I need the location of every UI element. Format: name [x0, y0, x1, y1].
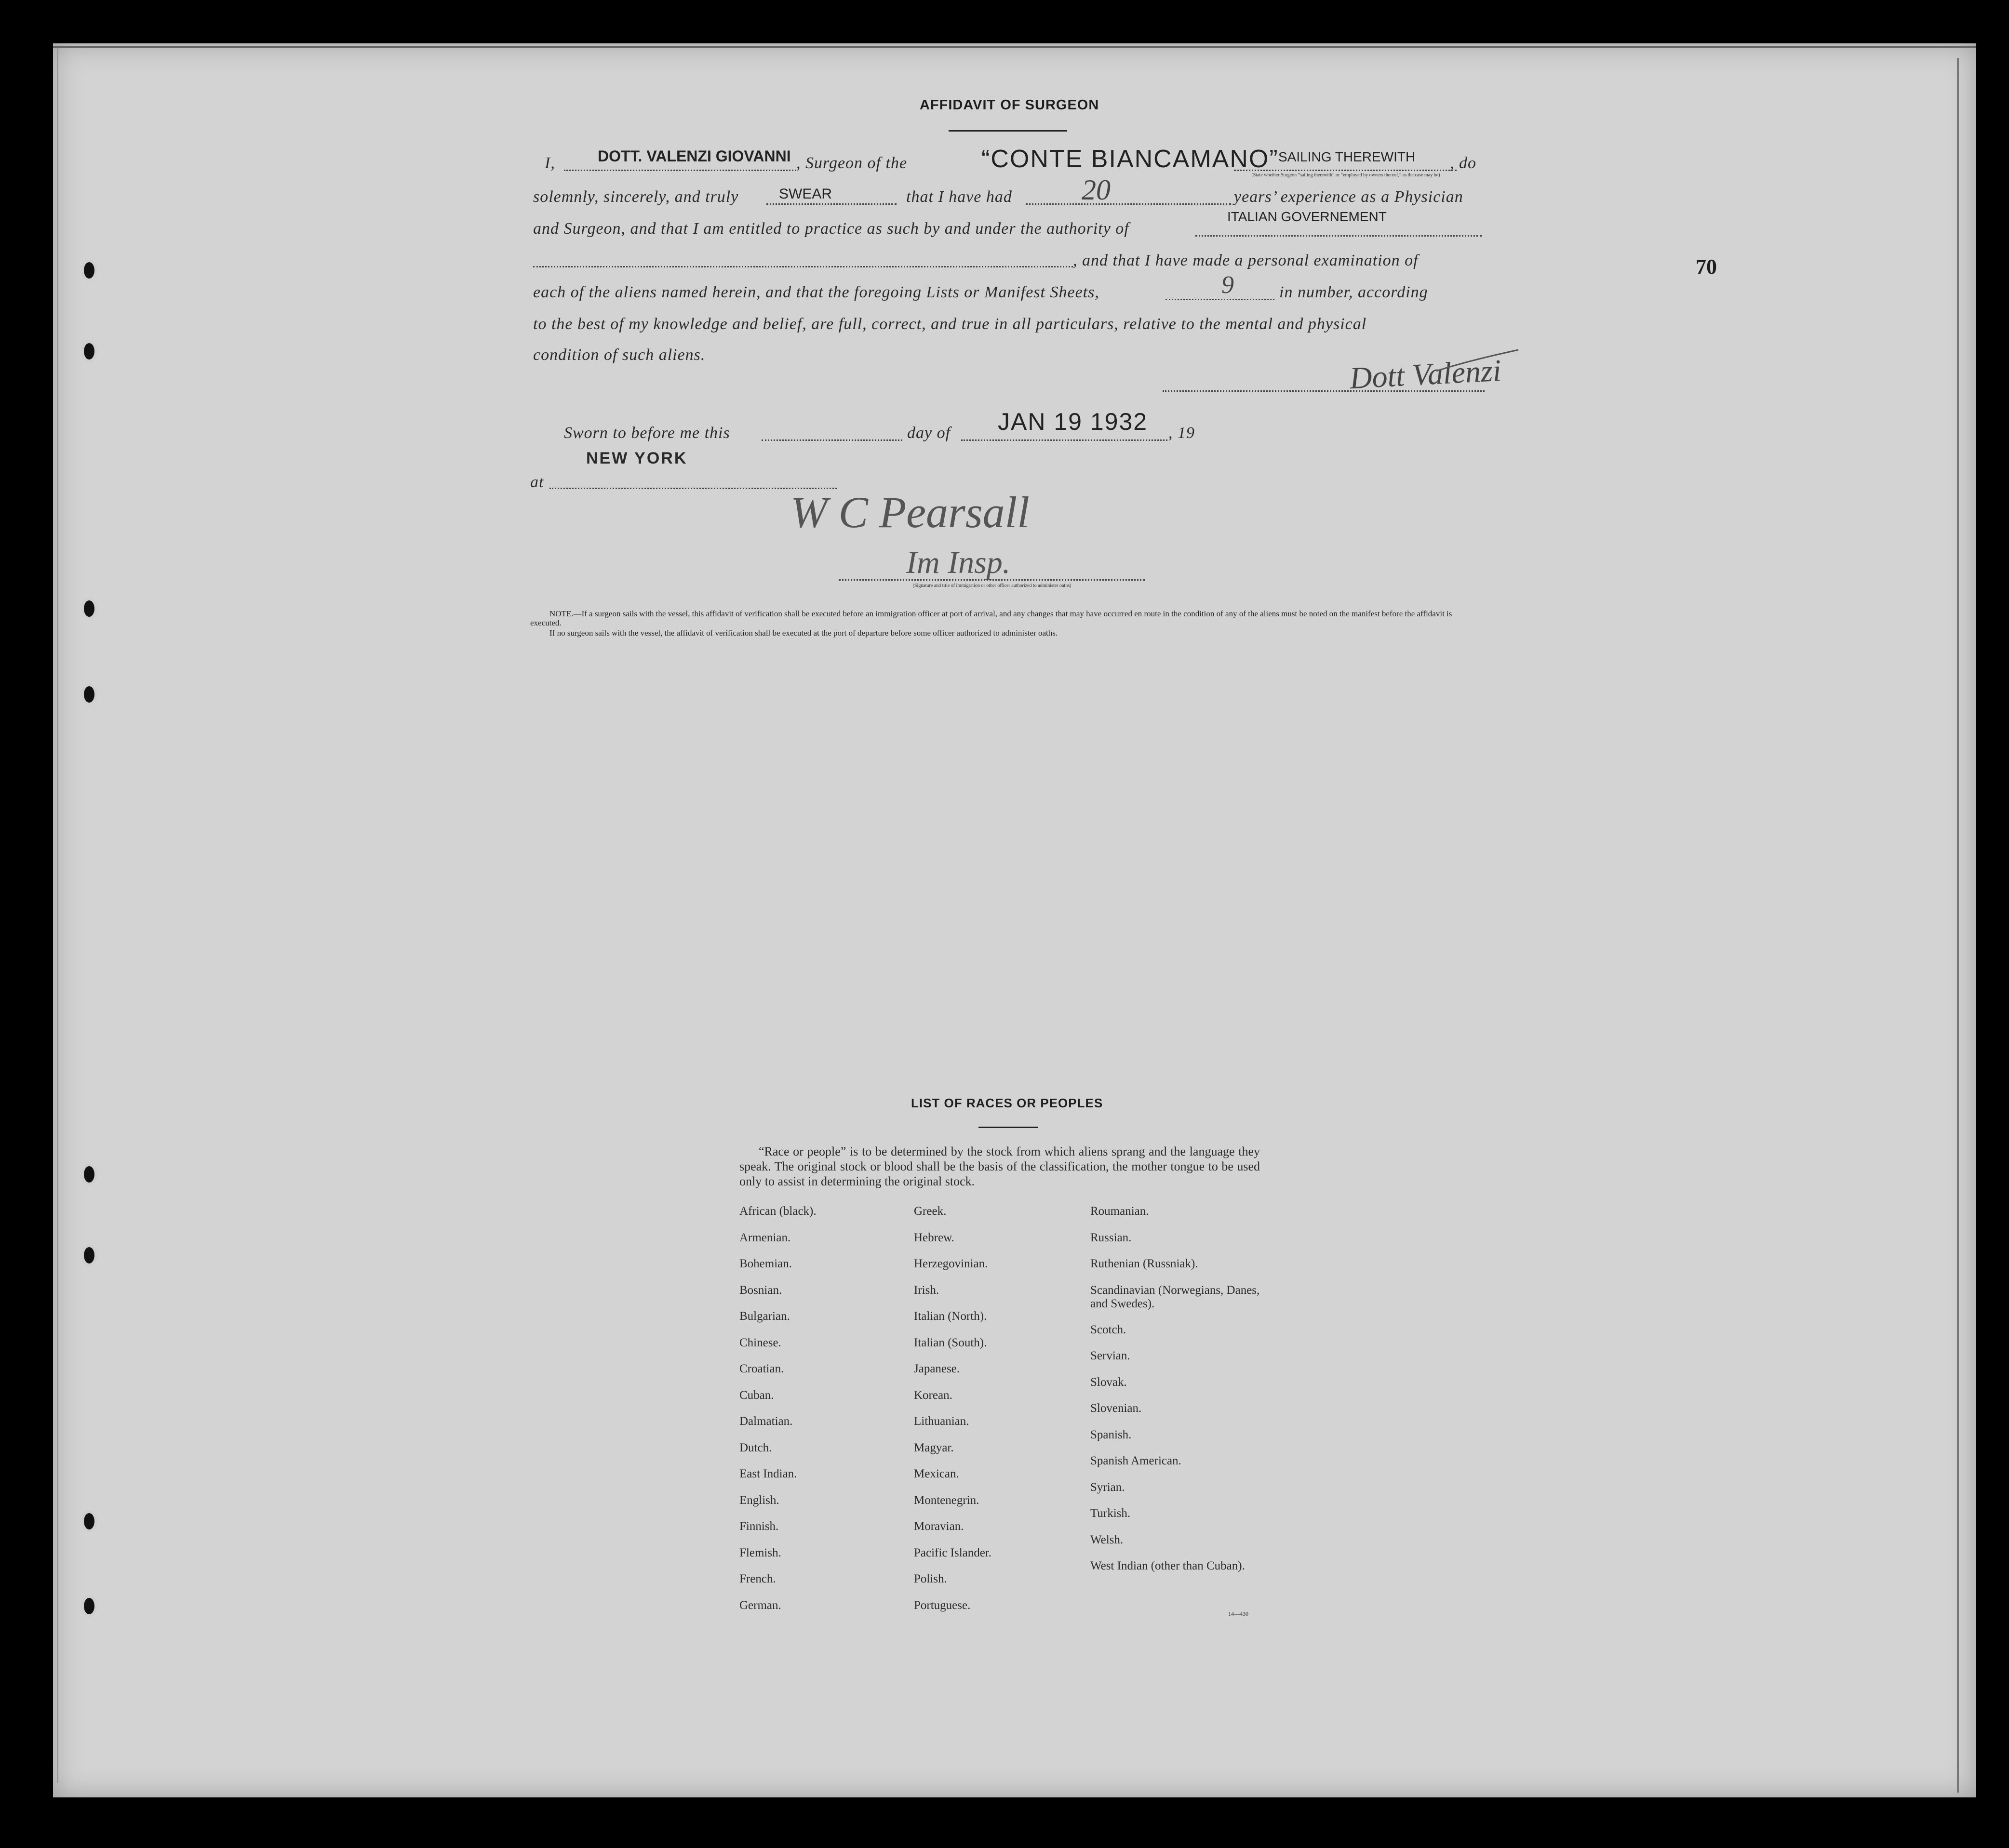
race-item: Japanese.	[914, 1362, 960, 1375]
oath-word: SWEAR	[779, 186, 832, 202]
punch-hole	[81, 259, 97, 281]
sworn-year-suffix: , 19	[1168, 424, 1195, 442]
race-item: French.	[739, 1572, 776, 1585]
officer-signature-line	[839, 579, 1145, 581]
race-item: Lithuanian.	[914, 1415, 969, 1428]
race-item: Polish.	[914, 1572, 947, 1585]
race-item: Korean.	[914, 1388, 952, 1402]
signature-flourish	[1436, 347, 1523, 376]
sailing-status-hint: (State whether Surgeon “sailing therewith” or “employed by owners thereof,” as the case may be)	[1251, 173, 1440, 178]
race-item: Bulgarian.	[739, 1310, 790, 1323]
sailing-status-line	[1234, 170, 1457, 171]
punch-hole	[81, 1163, 97, 1185]
race-item: Russian.	[1090, 1231, 1132, 1244]
sworn-date-line	[961, 439, 1167, 441]
at-label: at	[530, 473, 544, 491]
race-item: Slovak.	[1090, 1375, 1127, 1389]
race-item: Dalmatian.	[739, 1415, 793, 1428]
title-underline	[949, 130, 1067, 132]
punch-hole	[81, 683, 97, 705]
punch-hole	[81, 1595, 97, 1617]
race-item: Bosnian.	[739, 1283, 782, 1297]
surgeon-of-the-label: , Surgeon of the	[796, 154, 908, 172]
punch-hole	[81, 1244, 97, 1266]
race-item: Finnish.	[739, 1520, 779, 1533]
race-item: Mexican.	[914, 1467, 959, 1480]
note-paragraph-1: NOTE.—If a surgeon sails with the vessel, this affidavit of verification shall be executed before an immigration officer at port of arrival, and any changes that may have occurred en route in the condition of any of the aliens must be noted on the manifest before the affidavit is executed.	[530, 609, 1452, 627]
race-item: Welsh.	[1090, 1533, 1124, 1546]
race-item: Croatian.	[739, 1362, 784, 1375]
race-item: German.	[739, 1598, 781, 1612]
line1-suffix: , do	[1450, 154, 1476, 172]
race-item: Moravian.	[914, 1520, 964, 1533]
race-item: Herzegovinian.	[914, 1257, 988, 1270]
line3-text: and Surgeon, and that I am entitled to practice as such by and under the authority of	[533, 220, 1129, 238]
officer-signature: W C Pearsall	[790, 488, 1030, 537]
race-item: Portuguese.	[914, 1598, 971, 1612]
surgeon-name-line	[564, 170, 796, 171]
race-item: West Indian (other than Cuban).	[1090, 1559, 1245, 1572]
race-item: Slovenian.	[1090, 1402, 1142, 1415]
note-paragraph-2: If no surgeon sails with the vessel, the affidavit of verification shall be executed at the port of departure before some officer authorized to administer oaths.	[549, 628, 1058, 638]
race-item: Turkish.	[1090, 1507, 1131, 1520]
race-item: Irish.	[914, 1283, 939, 1297]
document-page	[53, 43, 1976, 1797]
surgeon-name: DOTT. VALENZI GIOVANNI	[598, 147, 791, 165]
authority-line	[1195, 235, 1482, 237]
years-line	[1026, 203, 1231, 205]
race-item: Chinese.	[739, 1336, 781, 1349]
line1-prefix: I,	[545, 154, 555, 172]
affidavit-title: AFFIDAVIT OF SURGEON	[920, 97, 1099, 113]
line5-suffix: in number, according	[1279, 283, 1428, 301]
races-title-underline	[978, 1127, 1038, 1128]
punch-hole	[81, 1510, 97, 1532]
races-title: LIST OF RACES OR PEOPLES	[911, 1096, 1103, 1110]
oath-line	[766, 203, 897, 205]
race-item: Dutch.	[739, 1441, 772, 1454]
race-item: English.	[739, 1493, 779, 1507]
race-item: Greek.	[914, 1205, 947, 1218]
line5-prefix: each of the aliens named herein, and that the foregoing Lists or Manifest Sheets,	[533, 283, 1099, 301]
race-item: Hebrew.	[914, 1231, 954, 1244]
race-item: Italian (South).	[914, 1336, 987, 1349]
sworn-date: JAN 19 1932	[998, 408, 1148, 435]
line7-text: condition of such aliens.	[533, 346, 706, 364]
race-item: Ruthenian (Russniak).	[1090, 1257, 1198, 1270]
race-item: East Indian.	[739, 1467, 797, 1480]
race-item: Scotch.	[1090, 1323, 1126, 1336]
page-top-edge	[53, 46, 1976, 48]
sheets-line	[1165, 299, 1274, 300]
race-item: Servian.	[1090, 1349, 1130, 1362]
race-item: Spanish American.	[1090, 1454, 1181, 1467]
sworn-day-line	[762, 439, 902, 441]
race-item: African (black).	[739, 1205, 817, 1218]
surgeon-signature: Dott Valenzi	[1349, 353, 1502, 396]
race-item: Pacific Islander.	[914, 1546, 992, 1559]
line6-text: to the best of my knowledge and belief, are full, correct, and true in all particulars, relative to the mental and physical	[533, 315, 1367, 333]
sheets-value: 9	[1221, 271, 1234, 299]
races-intro: “Race or people” is to be determined by the stock from which aliens sprang and the language they speak. The original stock or blood shall be the basis of the classification, the mother tongue to be used only to assist in determining the original stock.	[739, 1144, 1260, 1188]
race-item: Cuban.	[739, 1388, 774, 1402]
years-value: 20	[1082, 174, 1111, 206]
race-item: Roumanian.	[1090, 1205, 1149, 1218]
line2-prefix: solemnly, sincerely, and truly	[533, 188, 739, 206]
sailing-status: SAILING THEREWITH	[1278, 149, 1416, 164]
page-number: 70	[1696, 255, 1717, 279]
race-item: Armenian.	[739, 1231, 791, 1244]
race-item: Bohemian.	[739, 1257, 792, 1270]
race-item: Scandinavian (Norwegians, Danes, and Swedes).	[1090, 1283, 1260, 1310]
place-value: NEW YORK	[586, 449, 688, 467]
race-item: Spanish.	[1090, 1428, 1132, 1441]
officer-caption: (Signature and title of immigration or other officer authorized to administer oaths)	[912, 583, 1071, 588]
race-item: Flemish.	[739, 1546, 781, 1559]
line2-mid: that I have had	[906, 188, 1012, 206]
page-right-edge	[1957, 58, 1959, 1793]
authority-value: ITALIAN GOVERNEMENT	[1227, 209, 1387, 224]
punch-hole	[81, 598, 97, 620]
line2-suffix: years’ experience as a Physician	[1234, 188, 1463, 206]
officer-title: Im Insp.	[906, 545, 1011, 580]
race-item: Italian (North).	[914, 1310, 987, 1323]
sworn-prefix: Sworn to before me this	[564, 424, 730, 442]
sworn-day-of: day of	[907, 424, 951, 442]
ship-name: “CONTE BIANCAMANO”	[981, 145, 1279, 173]
authority-continuation-line	[533, 266, 1073, 267]
form-number: 14—430	[1228, 1610, 1248, 1617]
race-item: Syrian.	[1090, 1480, 1125, 1494]
page-left-edge	[57, 48, 58, 1783]
race-item: Montenegrin.	[914, 1493, 979, 1507]
punch-hole	[81, 340, 97, 362]
race-item: Magyar.	[914, 1441, 954, 1454]
line4-text: , and that I have made a personal examination of	[1073, 252, 1419, 269]
